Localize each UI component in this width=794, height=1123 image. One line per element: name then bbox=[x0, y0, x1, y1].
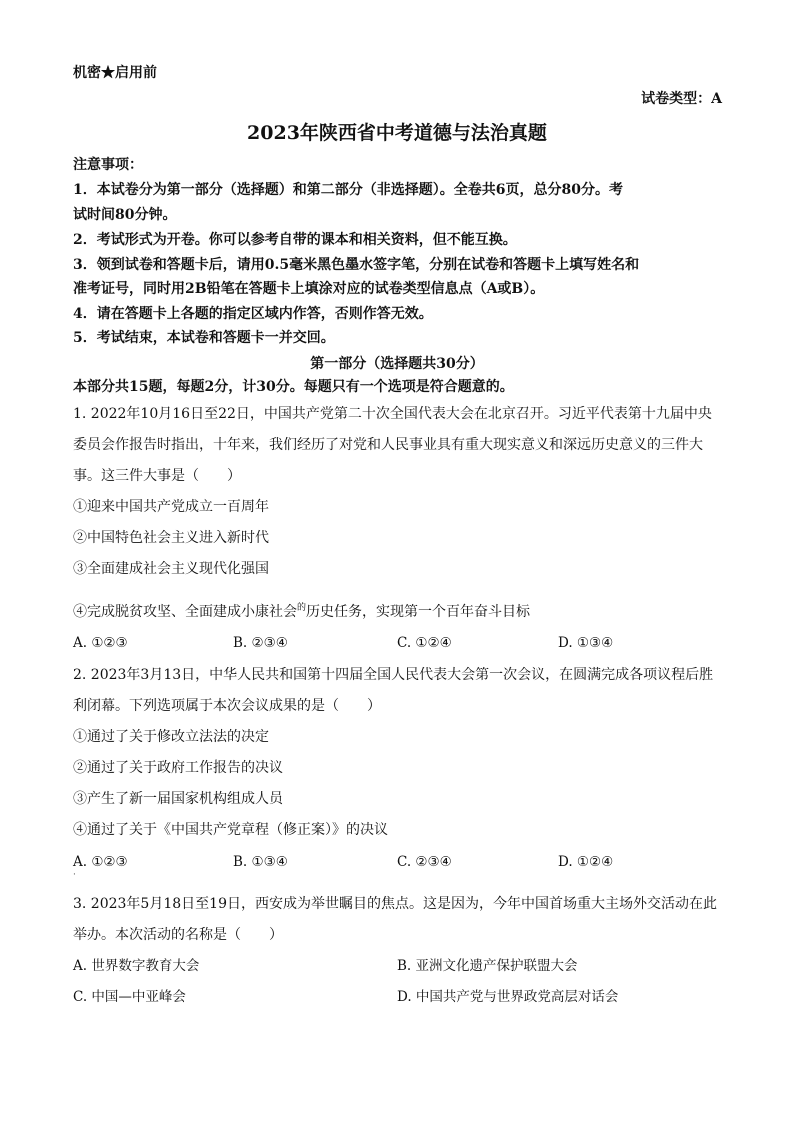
question-1-item: ②中国特色社会主义进入新时代 bbox=[73, 530, 269, 546]
question-2-item: ①通过了关于修改立法法的决定 bbox=[73, 729, 269, 745]
question-2-option-a[interactable]: A. ①②③ bbox=[73, 854, 128, 870]
question-1-item4-part: 历史任务，实现第一个百年奋斗目标 bbox=[306, 604, 531, 620]
page-title: 2023年陕西省中考道德与法治真题 bbox=[247, 122, 547, 144]
classification-label: 机密★启用前 bbox=[73, 65, 157, 81]
question-3-option-c[interactable]: C. 中国—中亚峰会 bbox=[73, 989, 186, 1005]
question-3-option-d[interactable]: D. 中国共产党与世界政党高层对话会 bbox=[397, 989, 619, 1005]
question-3-stem: 3. 2023年5月18日至19日，西安成为举世瞩目的焦点。这是因为，今年中国首场重大主场外交活动在此 bbox=[73, 896, 717, 912]
part1-instruction: 本部分共15题，每题2分，计30分。每题只有一个选项是符合题意的。 bbox=[73, 379, 514, 395]
question-2-stem: 2. 2023年3月13日，中华人民共和国第十四届全国人民代表大会第一次会议，在圆满完成各项议程后胜 bbox=[73, 667, 714, 683]
question-3-option-b[interactable]: B. 亚洲文化遗产保护联盟大会 bbox=[397, 958, 578, 974]
question-2-item: ③产生了新一届国家机构组成人员 bbox=[73, 791, 283, 807]
notice-line: 2．考试形式为开卷。你可以参考自带的课本和相关资料，但不能互换。 bbox=[73, 232, 517, 248]
question-1-stem: 1. 2022年10月16日至22日，中国共产党第二十次全国代表大会在北京召开。习近平代表第十九届中央 bbox=[73, 406, 712, 422]
question-1-item: ①迎来中国共产党成立一百周年 bbox=[73, 499, 269, 515]
question-1-stem: 委员会作报告时指出，十年来，我们经历了对党和人民事业具有重大现实意义和深远历史意义的三件大 bbox=[73, 437, 703, 453]
part1-heading: 第一部分（选择题共30分） bbox=[310, 356, 484, 372]
question-2-option-c[interactable]: C. ②③④ bbox=[397, 854, 452, 870]
question-2-option-d[interactable]: D. ①②④ bbox=[558, 854, 614, 870]
notice-line: 1．本试卷分为第一部分（选择题）和第二部分（非选择题）。全卷共6页，总分80分。考 bbox=[73, 182, 623, 198]
question-1-option-a[interactable]: A. ①②③ bbox=[73, 635, 128, 651]
question-1-option-b[interactable]: B. ②③④ bbox=[233, 635, 288, 651]
question-2-item: ②通过了关于政府工作报告的决议 bbox=[73, 760, 283, 776]
notice-line: 准考证号，同时用2B铅笔在答题卡上填涂对应的试卷类型信息点（A或B）。 bbox=[73, 281, 545, 297]
question-1-item4-part: ④完成脱贫攻坚、全面建成小康社会 bbox=[73, 604, 297, 620]
question-3-option-a[interactable]: A. 世界数字教育大会 bbox=[73, 958, 200, 974]
question-2-option-b[interactable]: B. ①③④ bbox=[233, 854, 288, 870]
question-2-stem: 利闭幕。下列选项属于本次会议成果的是（ ） bbox=[73, 698, 381, 714]
question-3-stem: 举办。本次活动的名称是（ ） bbox=[73, 927, 283, 943]
question-1-item bbox=[73, 599, 530, 621]
paper-type-label: 试卷类型：A bbox=[641, 91, 722, 107]
notice-line: 试时间80分钟。 bbox=[73, 207, 177, 223]
question-2-item: ④通过了关于《中国共产党章程（修正案）》的决议 bbox=[73, 822, 388, 838]
question-1-item4-sup: 的 bbox=[297, 603, 307, 613]
question-1-item: ③全面建成社会主义现代化强国 bbox=[73, 561, 269, 577]
notice-heading: 注意事项： bbox=[73, 157, 143, 173]
notice-line: 5．考试结束，本试卷和答题卡一并交回。 bbox=[73, 330, 335, 346]
notice-line: 4．请在答题卡上各题的指定区域内作答，否则作答无效。 bbox=[73, 306, 433, 322]
question-1-option-c[interactable]: C. ①②④ bbox=[397, 635, 452, 651]
stray-mark: · bbox=[73, 870, 76, 880]
notice-line: 3．领到试卷和答题卡后，请用0.5毫米黑色墨水签字笔，分别在试卷和答题卡上填写姓名和 bbox=[73, 257, 640, 273]
question-1-option-d[interactable]: D. ①③④ bbox=[558, 635, 614, 651]
question-1-stem: 事。这三件大事是（ ） bbox=[73, 468, 241, 484]
